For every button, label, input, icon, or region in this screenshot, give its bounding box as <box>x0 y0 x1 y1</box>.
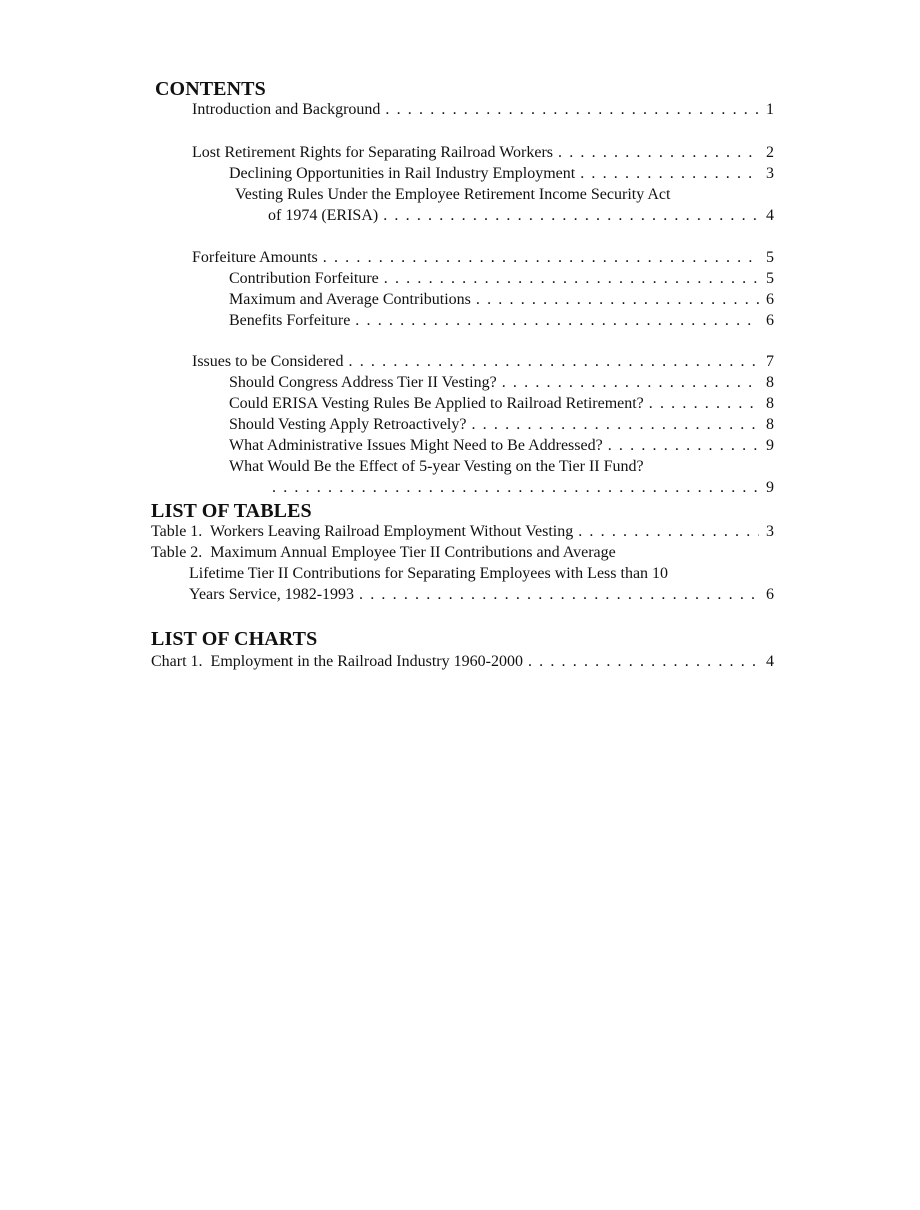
toc-page-number: 9 <box>766 437 774 454</box>
toc-entry-declining-opportunities[interactable] <box>229 164 774 184</box>
toc-entry-benefits-forfeiture[interactable] <box>229 311 774 331</box>
table-entry-1[interactable] <box>151 522 774 542</box>
toc-entry-title: Could ERISA Vesting Rules Be Applied to Railroad Retirement? <box>229 395 644 412</box>
toc-page-number: 6 <box>766 312 774 329</box>
toc-entry-title: Forfeiture Amounts <box>192 249 318 266</box>
toc-entry-administrative-issues[interactable] <box>229 436 774 456</box>
dot-leader <box>384 269 759 289</box>
toc-page-number: 1 <box>766 101 774 118</box>
dot-leader <box>385 100 759 120</box>
table-entry-2[interactable] <box>189 585 774 605</box>
toc-page-number: 8 <box>766 374 774 391</box>
toc-page-number: 3 <box>766 523 774 540</box>
toc-page-number: 2 <box>766 144 774 161</box>
list-of-tables-heading: LIST OF TABLES <box>151 500 312 522</box>
dot-leader <box>349 352 759 372</box>
toc-entry-max-avg-contributions[interactable] <box>229 290 774 310</box>
dot-leader <box>502 373 759 393</box>
dot-leader <box>359 585 759 605</box>
toc-entry-title: What Administrative Issues Might Need to Be Addressed? <box>229 437 603 454</box>
toc-page-number: 8 <box>766 395 774 412</box>
chart-entry-1[interactable] <box>151 652 774 672</box>
toc-page-number: 6 <box>766 586 774 603</box>
toc-entry-title: Lost Retirement Rights for Separating Railroad Workers <box>192 144 554 161</box>
dot-leader <box>528 652 759 672</box>
toc-entry-introduction[interactable] <box>192 100 774 120</box>
toc-entry-title: Benefits Forfeiture <box>229 312 351 329</box>
toc-entry-title: Declining Opportunities in Rail Industry Employment <box>229 165 576 182</box>
dot-leader <box>272 478 759 498</box>
toc-entry-title: Should Vesting Apply Retroactively? <box>229 416 467 433</box>
toc-page-number: 6 <box>766 291 774 308</box>
toc-entry-issues[interactable] <box>192 352 774 372</box>
dot-leader <box>471 415 759 435</box>
toc-page-number: 4 <box>766 653 774 670</box>
toc-entry-lost-retirement-rights[interactable] <box>192 143 774 163</box>
table-entry-2-line1[interactable]: Table 2. Maximum Annual Employee Tier II Contributions and Average <box>151 544 616 561</box>
list-of-charts-heading: LIST OF CHARTS <box>151 628 318 650</box>
table-entry-title: Years Service, 1982-1993 <box>189 586 355 603</box>
toc-page-number: 5 <box>766 249 774 266</box>
toc-entry-vesting-rules-line1[interactable]: Vesting Rules Under the Employee Retirement Income Security Act <box>235 186 671 203</box>
toc-entry-forfeiture-amounts[interactable] <box>192 248 774 268</box>
toc-page-number: 7 <box>766 353 774 370</box>
dot-leader <box>578 522 759 542</box>
toc-entry-congress[interactable] <box>229 373 774 393</box>
table-entry-2-line2[interactable]: Lifetime Tier II Contributions for Separating Employees with Less than 10 <box>189 565 669 582</box>
table-entry-title: Table 1. Workers Leaving Railroad Employment Without Vesting <box>151 523 574 540</box>
dot-leader <box>323 248 759 268</box>
dot-leader <box>383 206 759 226</box>
toc-entry-retroactive[interactable] <box>229 415 774 435</box>
toc-entry-title: Should Congress Address Tier II Vesting? <box>229 374 497 391</box>
toc-entry-title: Maximum and Average Contributions <box>229 291 471 308</box>
contents-heading: CONTENTS <box>155 78 266 100</box>
toc-page-number: 8 <box>766 416 774 433</box>
toc-entry-effect[interactable] <box>268 478 774 498</box>
dot-leader <box>580 164 759 184</box>
dot-leader <box>476 290 759 310</box>
dot-leader <box>558 143 759 163</box>
chart-entry-title: Chart 1. Employment in the Railroad Industry 1960-2000 <box>151 653 523 670</box>
toc-page-number: 4 <box>766 207 774 224</box>
toc-page-number: 9 <box>766 479 774 496</box>
dot-leader <box>608 436 759 456</box>
toc-entry-erisa-rules[interactable] <box>229 394 774 414</box>
toc-page-number: 3 <box>766 165 774 182</box>
toc-entry-vesting-rules[interactable] <box>268 206 774 226</box>
toc-page-number: 5 <box>766 270 774 287</box>
toc-entry-title: Issues to be Considered <box>192 353 344 370</box>
toc-entry-title: of 1974 (ERISA) <box>268 207 379 224</box>
toc-entry-contribution-forfeiture[interactable] <box>229 269 774 289</box>
dot-leader <box>649 394 759 414</box>
toc-entry-title: Contribution Forfeiture <box>229 270 379 287</box>
toc-entry-effect-title[interactable]: What Would Be the Effect of 5-year Vesting on the Tier II Fund? <box>229 458 644 475</box>
dot-leader <box>355 311 759 331</box>
toc-entry-title: Introduction and Background <box>192 101 381 118</box>
